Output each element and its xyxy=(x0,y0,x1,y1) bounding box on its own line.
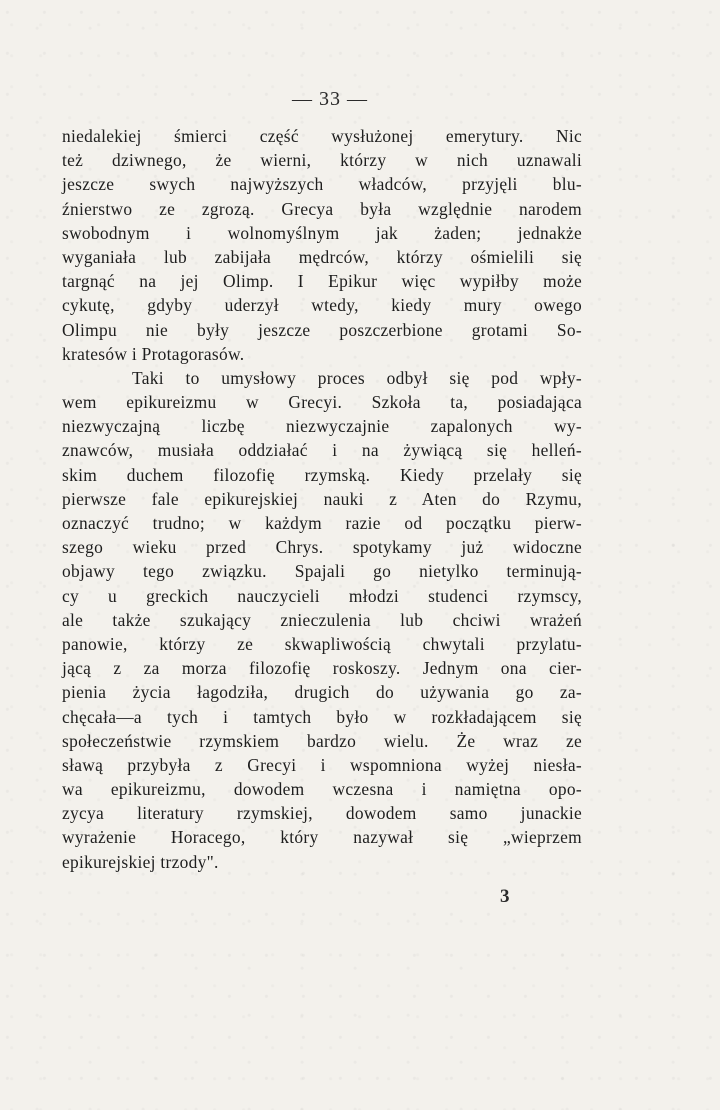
page-number: — 33 — xyxy=(292,88,368,110)
paragraph-1 xyxy=(62,124,582,366)
text-line: znawców, musiała oddziałać i na żywiącą się helleń- xyxy=(62,440,582,461)
text-line: oznaczyć trudno; w każdym razie od początku pierw- xyxy=(62,513,582,533)
text-line: chęcała—a tych i tamtych było w rozkładającem się xyxy=(62,706,582,727)
text-line: panowie, którzy ze skwapliwością chwytali przylatu- xyxy=(62,633,582,654)
text-line: kratesów i Protagorasów. xyxy=(62,343,245,364)
text-line: epikurejskiej trzody". xyxy=(62,851,219,872)
text-line: ale także szukający znieczulenia lub chciwi wrażeń xyxy=(62,609,582,630)
text-line: wyrażenie Horacego, który nazywał się „wieprzem xyxy=(62,827,582,848)
text-line: targnąć na jej Olimp. I Epikur więc wypiłby może xyxy=(62,271,582,292)
text-line: pienia życia łagodziła, drugich do używania go za- xyxy=(62,682,582,703)
text-line: Olimpu nie były jeszcze poszczerbione grotami So- xyxy=(62,319,582,340)
body-text xyxy=(62,124,582,874)
text-line: jącą z za morza filozofię roskoszy. Jednym ona cier- xyxy=(62,658,582,679)
paragraph-2 xyxy=(62,366,582,874)
text-line: też dziwnego, że wierni, którzy w nich uznawali xyxy=(62,150,582,171)
text-line: pierwsze fale epikurejskiej nauki z Aten do Rzymu, xyxy=(62,488,582,509)
text-line: źnierstwo ze zgrozą. Grecya była względnie narodem xyxy=(62,198,582,219)
text-line: cykutę, gdyby uderzył wtedy, kiedy mury owego xyxy=(62,295,582,316)
text-line: jeszcze swych najwyższych władców, przyjęli blu- xyxy=(62,174,582,195)
text-line: wyganiała lub zabijała mędrców, którzy ośmielili się xyxy=(62,246,582,267)
text-line: niezwyczajną liczbę niezwyczajnie zapalonych wy- xyxy=(62,416,582,437)
text-line: Taki to umysłowy proces odbył się pod wpły- xyxy=(132,367,582,388)
text-line: cy u greckich nauczycieli młodzi studenci rzymscy, xyxy=(62,585,582,606)
text-line: objawy tego związku. Spajali go nietylko terminują- xyxy=(62,561,582,582)
signature-mark: 3 xyxy=(500,886,510,907)
text-line: szego wieku przed Chrys. spotykamy już widoczne xyxy=(62,537,582,558)
text-line: wa epikureizmu, dowodem wczesna i namiętna opo- xyxy=(62,779,582,800)
text-line: niedalekiej śmierci część wysłużonej emerytury. Nic xyxy=(62,126,582,146)
text-line: zycya literatury rzymskiej, dowodem samo junackie xyxy=(62,803,582,824)
text-line: swobodnym i wolnomyślnym jak żaden; jednakże xyxy=(62,222,582,243)
text-line: wem epikureizmu w Grecyi. Szkoła ta, posiadająca xyxy=(62,392,582,413)
text-line: sławą przybyła z Grecyi i wspomniona wyżej niesła- xyxy=(62,754,582,775)
text-line: skim duchem filozofię rzymską. Kiedy przelały się xyxy=(62,464,582,485)
text-line: społeczeństwie rzymskiem bardzo wielu. Że wraz ze xyxy=(62,730,582,751)
